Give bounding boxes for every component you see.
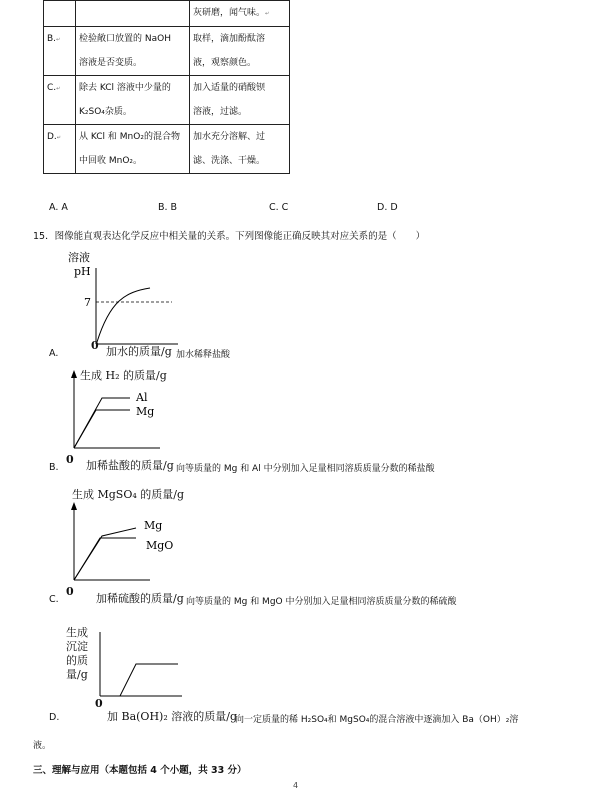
y-arrow [71,502,77,510]
graph-c [60,500,210,588]
table-cell [76,125,190,174]
table-cell [190,76,290,125]
table-cell-line: 滤、洗涤、干燥。 [193,156,266,166]
graph-b [60,368,200,458]
option-a-label: A. [49,348,59,359]
row-label: D. [47,132,57,142]
graph-a-desc: 加水稀释盐酸 [176,350,231,360]
graph-c-desc: 向等质量的 Mg 和 MgO 中分别加入足量相同溶质质量分数的稀硫酸 [186,597,457,607]
graph-b-desc: 向等质量的 Mg 和 Al 中分别加入足量相同溶质质量分数的稀盐酸 [176,464,435,474]
option-b: B. B [158,202,178,213]
graph-c-xlabel: 加稀硫酸的质量/g [96,592,184,605]
graph-b-ylabel: 生成 H₂ 的质量/g [80,369,167,382]
graph-a-ylabel-2: pH [74,265,91,278]
table-cell-line: 中回收 MnO₂。 [79,156,143,166]
row-label: C. [47,83,57,93]
graph-c-origin: 0 [66,585,74,598]
ylabel-line: 生成 [66,626,88,639]
series-al-line [74,398,130,448]
series-label-al: Al [136,391,148,404]
table-cell [190,27,290,76]
graph-a [60,246,190,356]
page-number: 4 [293,781,299,790]
precipitate-line [100,664,178,696]
table-cell [76,76,190,125]
graph-a-origin: 0 [91,339,99,352]
ph-curve [97,288,150,342]
ylabel-line: 的质 [66,654,88,667]
y-arrow [71,370,77,378]
question-15-stem: 15．图像能直观表达化学反应中相关量的关系。下列图像能正确反映其对应关系的是（ ） [33,231,426,242]
option-d-label: D. [49,712,60,723]
graph-d-xlabel: 加 Ba(OH)₂ 溶液的质量/g [107,710,237,723]
series-mg-line [74,528,136,580]
series-mgo-line [74,538,136,580]
graph-b-origin: 0 [66,453,74,466]
table-cell-line: 液，观察颜色。 [193,58,257,68]
table-cell [190,125,290,174]
graph-b-xlabel: 加稀盐酸的质量/g [86,459,174,472]
graph-c-ylabel: 生成 MgSO₄ 的质量/g [72,488,185,501]
table-cell: 灰研磨，闻气味。↵ [190,1,290,27]
table-cell-line: 加水充分溶解、过 [193,132,266,142]
series-label-mgo: MgO [146,539,174,552]
graph-d-origin: 0 [95,697,103,710]
table-cell-line: 检验敞口放置的 NaOH [79,34,171,44]
option-a: A. A [49,202,68,213]
series-label-mg: Mg [144,519,163,532]
table-cell-line: 加入适量的硝酸钡 [193,83,266,93]
option-d: D. D [377,202,398,213]
table-cell-line: 溶液，过滤。 [193,107,248,117]
table-cell [76,1,190,27]
table-cell-line: K₂SO₄杂质。 [79,107,132,117]
graph-d-desc-1: 向一定质量的稀 H₂SO₄和 MgSO₄的混合溶液中逐滴加入 Ba（OH）₂溶 [235,715,519,725]
section-3-heading: 三、理解与应用（本题包括 4 个小题，共 33 分） [33,765,247,776]
table-cell-line: 除去 KCl 溶液中少量的 [79,83,171,93]
graph-d [90,630,200,700]
table-cell-line: 灰研磨，闻气味。 [193,8,266,18]
option-c: C. C [269,202,289,213]
graph-d-desc-2: 液。 [33,741,52,751]
graph-a-xlabel: 加水的质量/g [106,345,172,358]
table-cell-line: 取样，滴加酚酞溶 [193,34,266,44]
table-cell-line: 从 KCl 和 MnO₂的混合物 [79,132,180,142]
table-cell: D.↵ [44,125,76,174]
series-label-mg: Mg [136,405,155,418]
question-14-table [43,0,290,174]
row-label: B. [47,34,57,44]
ylabel-line: 量/g [66,668,88,681]
table-cell: C.↵ [44,76,76,125]
table-cell [44,1,76,27]
option-b-label: B. [49,462,59,473]
table-cell: B.↵ [44,27,76,76]
tick-7: 7 [84,296,91,309]
series-mg-line [74,410,130,448]
ylabel-line: 沉淀 [66,640,88,653]
graph-a-ylabel-1: 溶液 [68,251,90,264]
table-cell-line: 溶液是否变质。 [79,58,143,68]
table-cell [76,27,190,76]
option-c-label: C. [49,594,59,605]
